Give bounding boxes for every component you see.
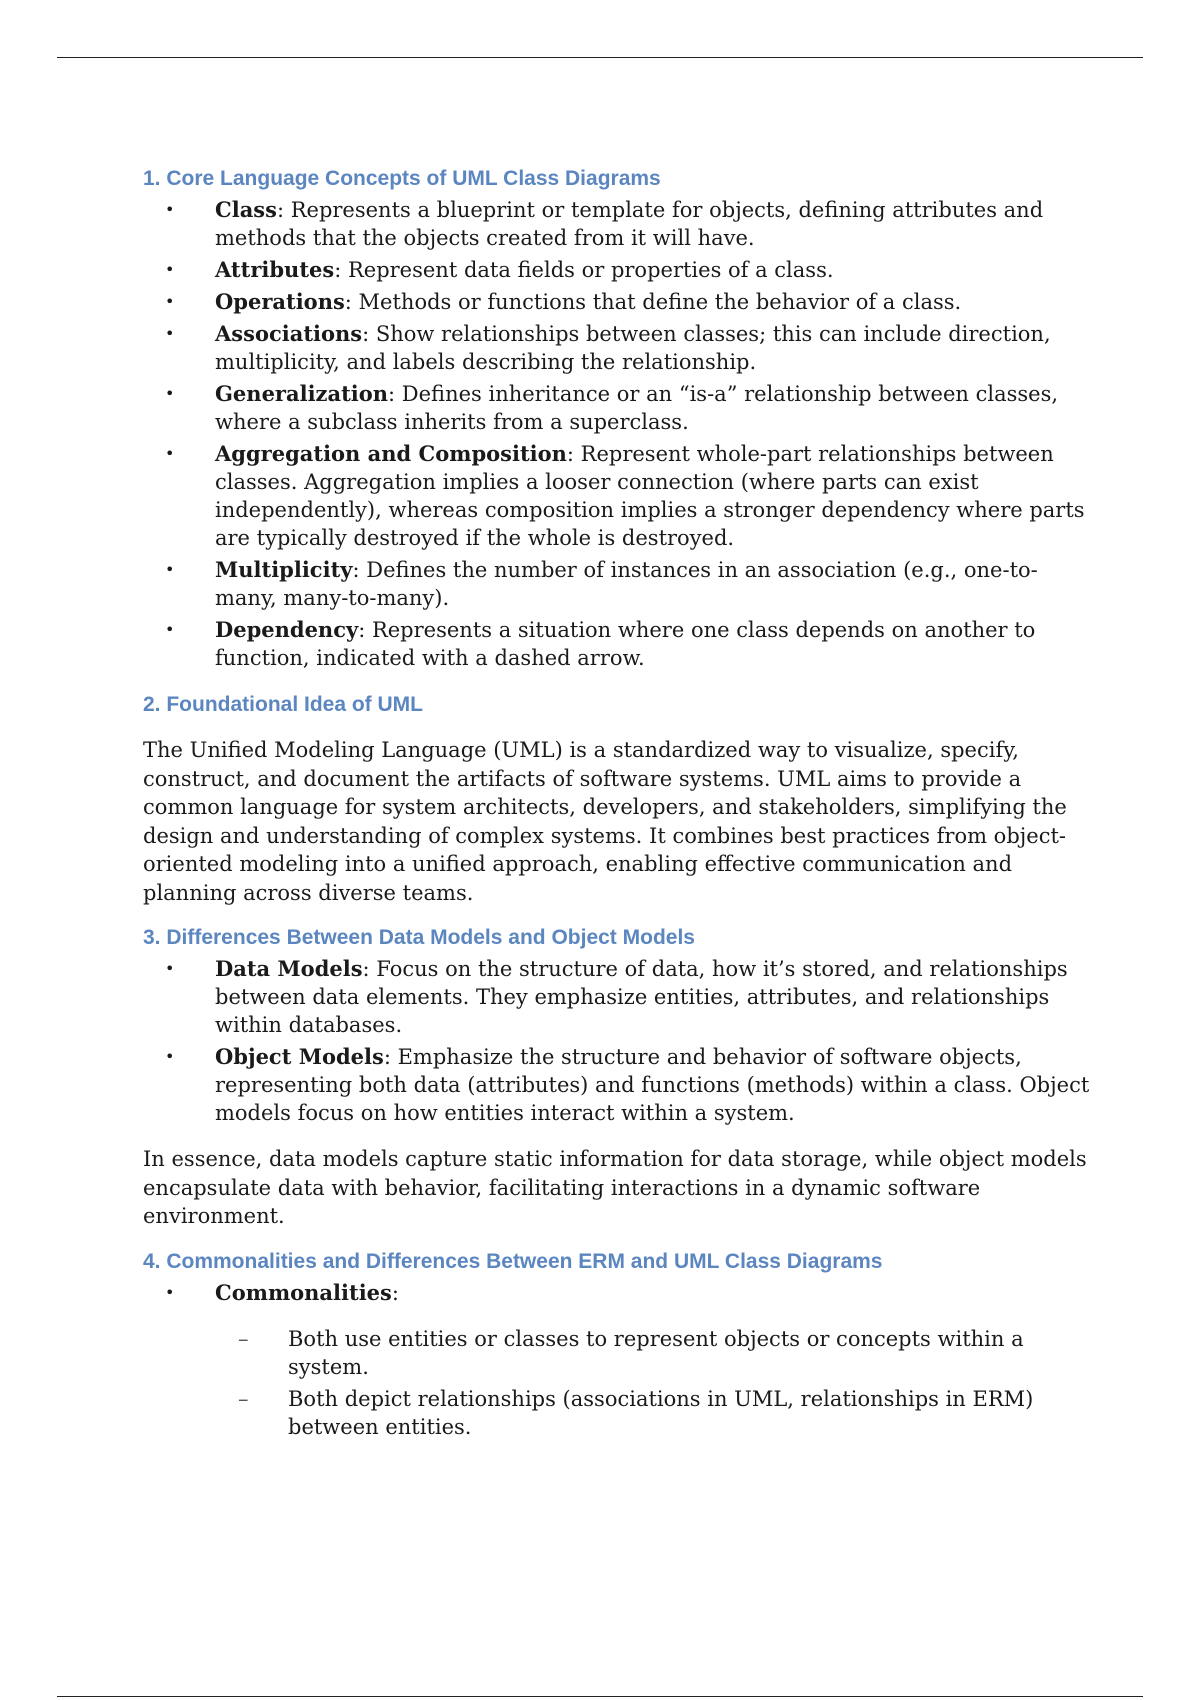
header-rule (57, 57, 1143, 58)
section-2-heading: 2. Foundational Idea of UML (143, 693, 423, 716)
definition-text: : Represent whole-part relationships between classes. Aggregation implies a looser connection (where parts can exist independently), whereas composition implies a stronger dependency where parts are typically destroyed if the whole is destroyed. (215, 442, 1085, 550)
section-3-heading: 3. Differences Between Data Models and Object Models (143, 926, 695, 949)
term-commonalities: Commonalities (215, 1279, 392, 1305)
definition-text: : Defines inheritance or an “is-a” relationship between classes, where a subclass inherits from a superclass. (215, 382, 1059, 434)
term-operations: Operations (215, 289, 345, 314)
term-generalization: Generalization (215, 381, 389, 406)
list-item (143, 1043, 1093, 1127)
section-4-list (143, 1279, 1093, 1307)
list-item (143, 616, 1093, 672)
list-item (143, 196, 1093, 252)
sub-list-item: – Both use entities or classes to represent objects or concepts within a system. (143, 1325, 1093, 1381)
term-aggregation-composition: Aggregation and Composition (215, 441, 567, 466)
sub-list-item: – Both depict relationships (associations in UML, relationships in ERM) between entities. (143, 1385, 1093, 1441)
list-item (143, 320, 1093, 376)
list-item (143, 955, 1093, 1039)
definition-text: : Represent data fields or properties of a class. (334, 258, 834, 282)
section-4-heading: 4. Commonalities and Differences Between ERM and UML Class Diagrams (143, 1249, 883, 1273)
definition-text: : Defines the number of instances in an association (e.g., one-to-many, many-to-many). (215, 558, 1038, 610)
footer-rule (57, 1696, 1143, 1697)
definition-text: : Represents a blueprint or template for objects, defining attributes and methods that the objects created from it will have. (215, 198, 1044, 250)
list-item (143, 256, 1093, 284)
term-multiplicity: Multiplicity (215, 557, 353, 582)
section-2-paragraph: The Unified Modeling Language (UML) is a standardized way to visualize, specify, construct, and document the artifacts of software systems. UML aims to provide a common language for system architects, developers, and stakeholders, simplifying the design and understanding of complex systems. It combines best practices from object-oriented modeling into a unified approach, enabling effective communication and planning across diverse teams. (143, 738, 1067, 905)
term-class: Class (215, 197, 277, 222)
definition-text: : (391, 1280, 399, 1305)
section-1-list (143, 196, 1093, 672)
section-3-paragraph: In essence, data models capture static information for data storage, while object models encapsulate data with behavior, facilitating interactions in a dynamic software environment. (143, 1147, 1087, 1228)
definition-text: : Methods or functions that define the behavior of a class. (344, 290, 962, 314)
definition-text: : Emphasize the structure and behavior of software objects, representing both data (attributes) and functions (methods) within a class. Object models focus on how entities interact within a system. (215, 1045, 1090, 1125)
list-item (143, 288, 1093, 316)
term-dependency: Dependency (215, 617, 359, 642)
list-item (143, 380, 1093, 436)
definition-text: : Focus on the structure of data, how it’s stored, and relationships between data elements. They emphasize entities, attributes, and relationships within databases. (215, 957, 1068, 1037)
definition-text: : Show relationships between classes; this can include direction, multiplicity, and labels describing the relationship. (215, 322, 1051, 374)
commonalities-sublist (143, 1325, 1093, 1441)
document-body (143, 166, 1093, 1445)
definition-text: : Represents a situation where one class depends on another to function, indicated with a dashed arrow. (215, 618, 1036, 670)
list-item (143, 1279, 1093, 1307)
term-attributes: Attributes (215, 257, 335, 282)
term-associations: Associations (215, 321, 363, 346)
list-item (143, 440, 1093, 552)
section-1-heading: 1. Core Language Concepts of UML Class Diagrams (143, 167, 661, 190)
term-data-models: Data Models (215, 956, 363, 981)
list-item (143, 556, 1093, 612)
section-3-list (143, 955, 1093, 1127)
term-object-models: Object Models (215, 1044, 384, 1069)
